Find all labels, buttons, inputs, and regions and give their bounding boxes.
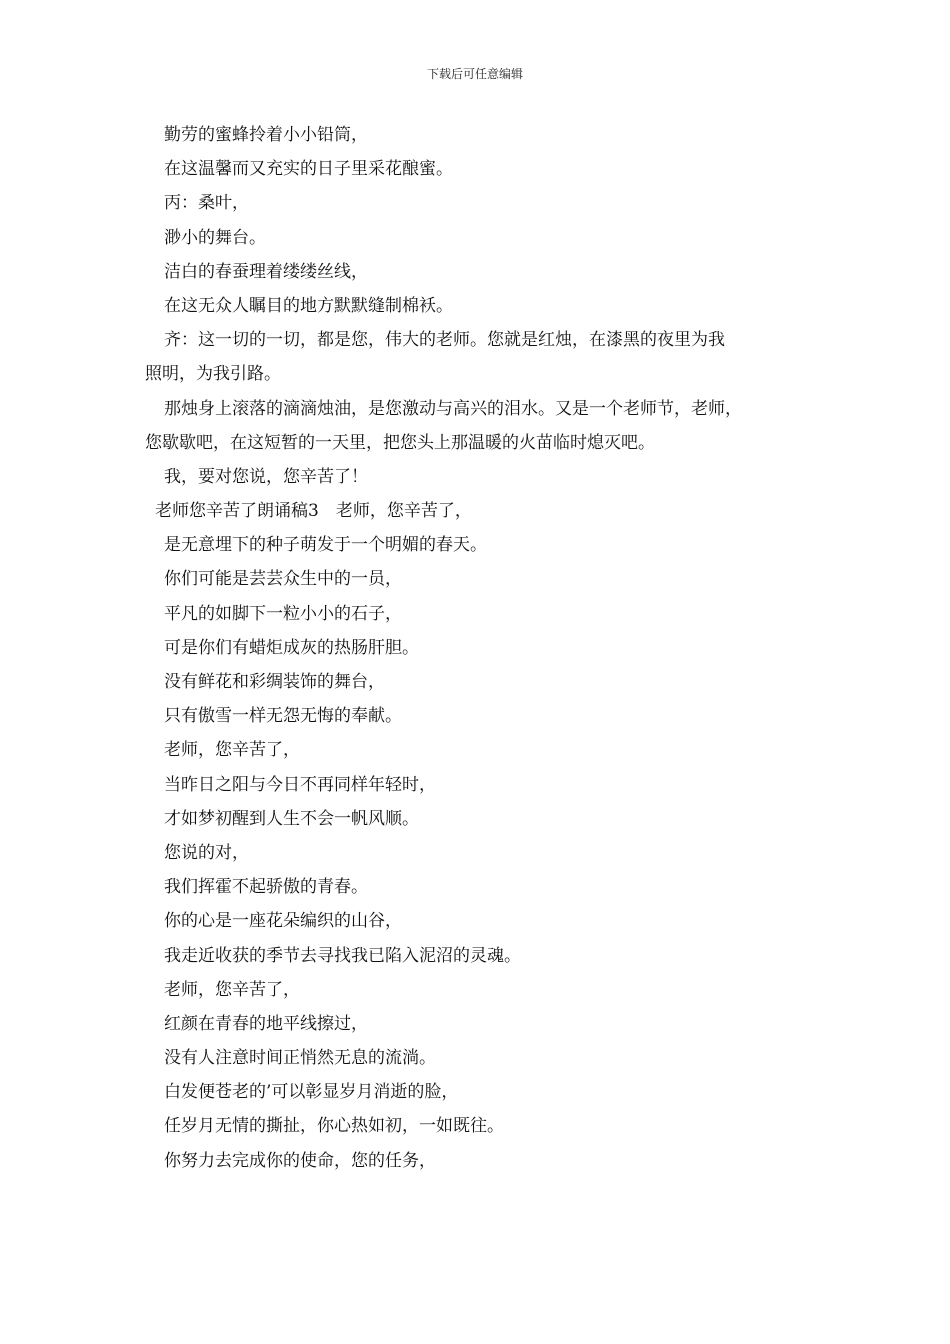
- text-line: 老师，您辛苦了，: [164, 740, 300, 761]
- text-line: 白发便苍老的’可以彰显岁月消逝的脸，: [164, 1082, 459, 1103]
- text-line: 我，要对您说，您辛苦了！: [164, 466, 368, 487]
- text-line: 才如梦初醒到人生不会一帆风顺。: [164, 808, 419, 829]
- text-line: 只有傲雪一样无怨无悔的奉献。: [164, 706, 402, 727]
- text-line: 可是你们有蜡炬成灰的热肠肝胆。: [164, 637, 419, 658]
- text-line: 你努力去完成你的使命，您的任务，: [164, 1150, 436, 1171]
- text-line: 你的心是一座花朵编织的山谷，: [164, 911, 402, 932]
- document-body: [145, 118, 825, 1178]
- text-line: 是无意埋下的种子萌发于一个明媚的春天。: [164, 535, 487, 556]
- text-line: 老师，您辛苦了，: [164, 979, 300, 1000]
- section-title-line: 老师您辛苦了朗诵稿3 老师，您辛苦了，: [155, 501, 472, 522]
- text-line: 没有鲜花和彩绸装饰的舞台，: [164, 672, 385, 692]
- text-line: 丙：桑叶，: [164, 193, 249, 214]
- text-line: 您说的对，: [164, 842, 249, 863]
- text-line: 任岁月无情的撕扯，你心热如初，一如既往。: [164, 1116, 504, 1137]
- text-line: 在这无众人瞩目的地方默默缝制棉袄。: [164, 295, 453, 316]
- text-line: 洁白的春蚕理着缕缕丝线，: [164, 261, 368, 282]
- text-line: 你们可能是芸芸众生中的一员，: [164, 569, 402, 590]
- text-line: 渺小的舞台。: [164, 227, 266, 248]
- text-line: 红颜在青春的地平线擦过，: [164, 1013, 368, 1034]
- text-line: 当昨日之阳与今日不再同样年轻时，: [164, 774, 436, 795]
- text-line: 齐：这一切的一切，都是您，伟大的老师。您就是红烛，在漆黑的夜里为我: [164, 330, 725, 351]
- text-line: 您歇歇吧，在这短暂的一天里，把您头上那温暖的火苗临时熄灭吧。: [145, 432, 655, 453]
- text-line: 我们挥霍不起骄傲的青春。: [164, 877, 368, 898]
- text-line: 我走近收获的季节去寻找我已陷入泥沼的灵魂。: [164, 945, 521, 966]
- page-header: 下载后可任意编辑: [426, 67, 523, 81]
- text-line: 没有人注意时间正悄然无息的流淌。: [164, 1048, 436, 1069]
- text-line: 在这温馨而又充实的日子里采花酿蜜。: [164, 159, 453, 180]
- text-line: 平凡的如脚下一粒小小的石子，: [164, 603, 402, 624]
- text-line: 那烛身上滚落的滴滴烛油，是您激动与高兴的泪水。又是一个老师节，老师，: [164, 398, 742, 419]
- text-line: 照明，为我引路。: [145, 364, 281, 385]
- text-line: 勤劳的蜜蜂拎着小小铅筒，: [164, 125, 368, 145]
